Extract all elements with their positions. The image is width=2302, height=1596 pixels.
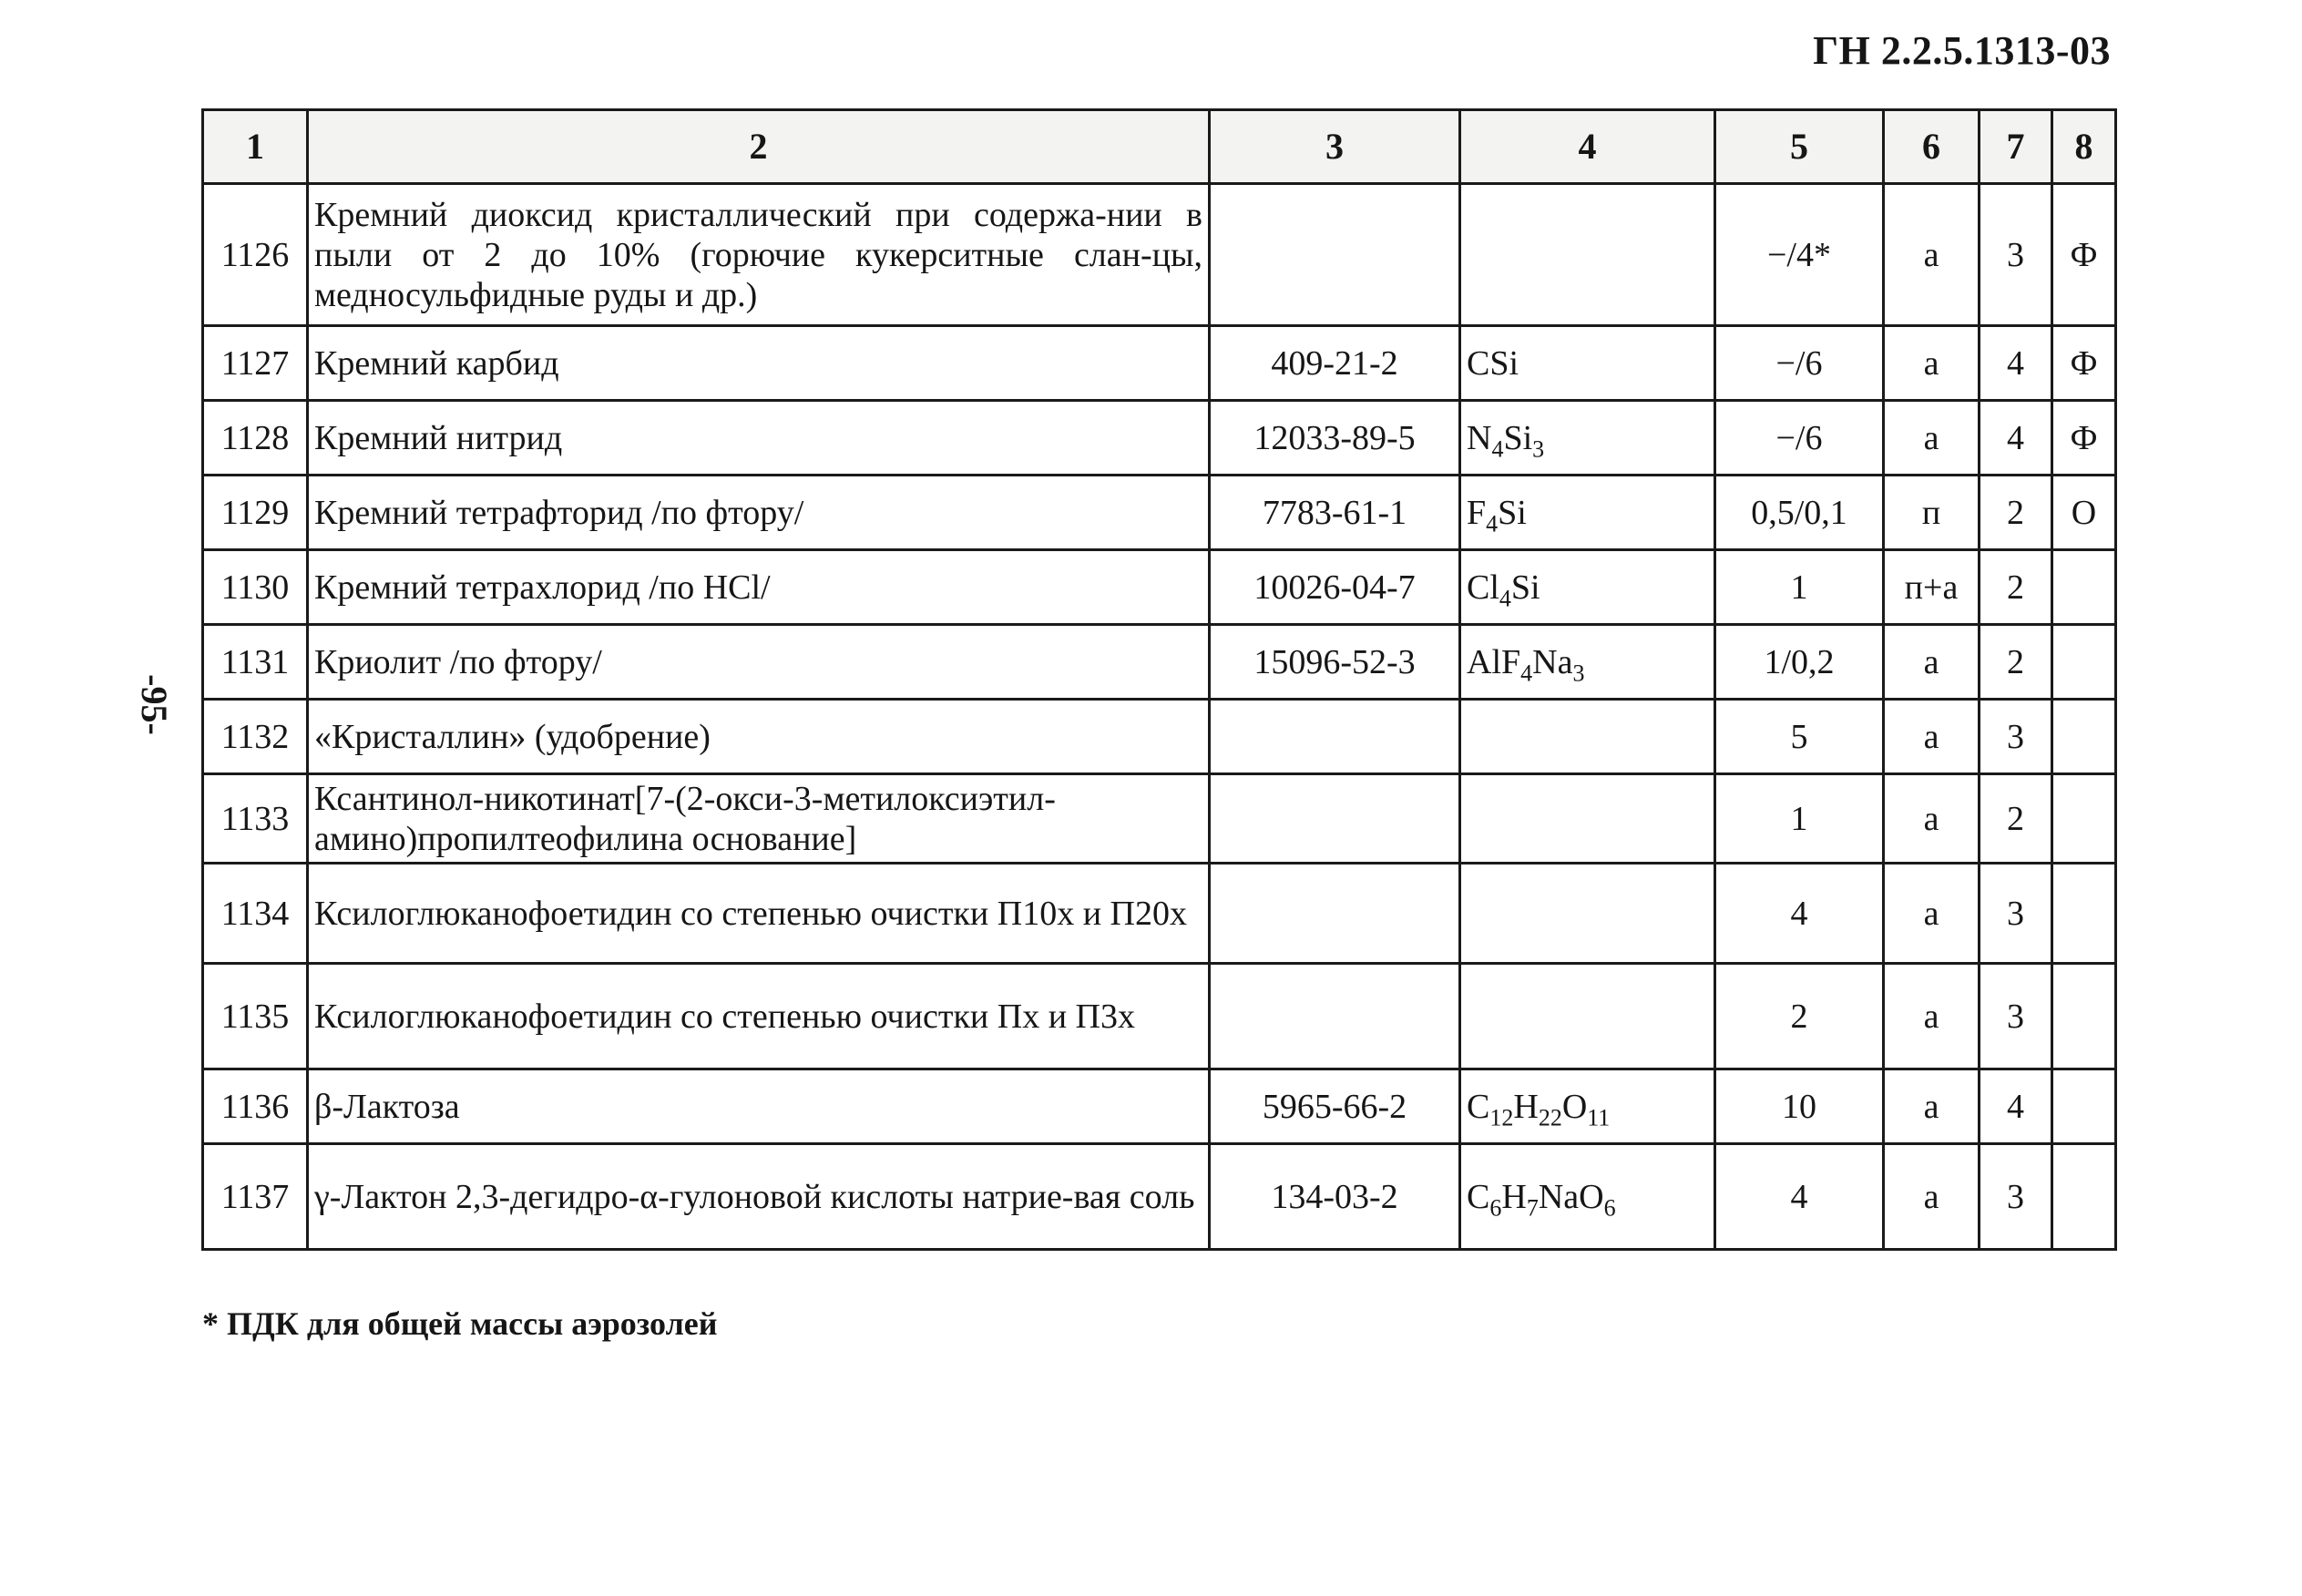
row-number: 1127 (203, 326, 308, 401)
action-feature (2052, 550, 2116, 625)
footnote: * ПДК для общей массы аэрозолей (202, 1305, 718, 1342)
limit-value: −/4* (1715, 184, 1884, 326)
hazard-class: 4 (1980, 1069, 2052, 1144)
aggregate-state: п+а (1884, 550, 1980, 625)
chemical-formula (1460, 864, 1715, 964)
table-row (203, 550, 2116, 625)
chemical-formula (1460, 700, 1715, 774)
action-feature (2052, 1069, 2116, 1144)
formula-part: Cl (1467, 568, 1499, 607)
table-row (203, 1144, 2116, 1250)
aggregate-state: а (1884, 326, 1980, 401)
chemical-formula (1460, 1069, 1715, 1144)
substance-name: Кремний диоксид кристаллический при содержа-нии в пыли от 2 до 10% (горючие кукерситные слан-цы, медносульфидные руды и др.) (308, 184, 1210, 326)
row-number: 1135 (203, 964, 308, 1069)
limit-value: 1 (1715, 550, 1884, 625)
document-code: ГН 2.2.5.1313-03 (1813, 28, 2111, 73)
aggregate-state: а (1884, 184, 1980, 326)
limit-value: −/6 (1715, 401, 1884, 476)
formula-subscript: 11 (1587, 1104, 1611, 1131)
substance-name: Криолит /по фтору/ (308, 625, 1210, 700)
hazard-class: 4 (1980, 326, 2052, 401)
row-number: 1131 (203, 625, 308, 700)
limit-value: 2 (1715, 964, 1884, 1069)
chemical-formula (1460, 964, 1715, 1069)
formula-part: F (1467, 493, 1487, 532)
table-row (203, 864, 2116, 964)
action-feature: О (2052, 476, 2116, 550)
limit-value: 5 (1715, 700, 1884, 774)
formula-subscript: 6 (1603, 1194, 1616, 1222)
formula-part: C (1467, 1177, 1490, 1216)
table-row (203, 964, 2116, 1069)
aggregate-state: а (1884, 964, 1980, 1069)
hazard-class: 2 (1980, 476, 2052, 550)
hazard-class: 2 (1980, 774, 2052, 864)
formula-part: Si (1498, 493, 1527, 532)
column-header: 3 (1210, 110, 1460, 184)
cas-number: 134-03-2 (1210, 1144, 1460, 1250)
aggregate-state: п (1884, 476, 1980, 550)
cas-number: 7783-61-1 (1210, 476, 1460, 550)
chemical-formula (1460, 326, 1715, 401)
cas-number: 12033-89-5 (1210, 401, 1460, 476)
table-row (203, 774, 2116, 864)
formula-part: AlF (1467, 642, 1521, 681)
row-number: 1126 (203, 184, 308, 326)
formula-part: C (1467, 1087, 1490, 1126)
row-number: 1134 (203, 864, 308, 964)
substance-name: Ксилоглюканофоетидин со степенью очистки П10х и П20х (308, 864, 1210, 964)
chemical-formula (1460, 1144, 1715, 1250)
aggregate-state: а (1884, 1069, 1980, 1144)
substance-name: «Кристаллин» (удобрение) (308, 700, 1210, 774)
table-row (203, 476, 2116, 550)
cas-number: 409-21-2 (1210, 326, 1460, 401)
table-row (203, 700, 2116, 774)
action-feature (2052, 774, 2116, 864)
limit-value: −/6 (1715, 326, 1884, 401)
limit-value: 10 (1715, 1069, 1884, 1144)
chemical-formula (1460, 401, 1715, 476)
action-feature: Ф (2052, 326, 2116, 401)
hazard-class: 3 (1980, 964, 2052, 1069)
formula-subscript: 6 (1489, 1194, 1502, 1222)
aggregate-state: а (1884, 864, 1980, 964)
formula-subscript: 22 (1538, 1104, 1562, 1131)
cas-number (1210, 184, 1460, 326)
hazard-class: 4 (1980, 401, 2052, 476)
formula-subscript: 3 (1532, 435, 1545, 463)
table-row (203, 184, 2116, 326)
chemical-formula (1460, 184, 1715, 326)
row-number: 1137 (203, 1144, 308, 1250)
substance-name: Кремний нитрид (308, 401, 1210, 476)
limit-value: 0,5/0,1 (1715, 476, 1884, 550)
cas-number: 10026-04-7 (1210, 550, 1460, 625)
action-feature (2052, 700, 2116, 774)
row-number: 1130 (203, 550, 308, 625)
table-body (203, 184, 2116, 1250)
column-header: 8 (2052, 110, 2116, 184)
formula-subscript: 4 (1499, 585, 1511, 612)
formula-subscript: 4 (1491, 435, 1504, 463)
limit-value: 1/0,2 (1715, 625, 1884, 700)
table-row (203, 625, 2116, 700)
substance-name: Кремний карбид (308, 326, 1210, 401)
hazard-class: 3 (1980, 864, 2052, 964)
substance-name: Кремний тетрафторид /по фтору/ (308, 476, 1210, 550)
aggregate-state: а (1884, 401, 1980, 476)
aggregate-state: а (1884, 625, 1980, 700)
hazard-class: 3 (1980, 1144, 2052, 1250)
table-row (203, 401, 2116, 476)
formula-subscript: 4 (1486, 510, 1499, 537)
chemical-formula (1460, 774, 1715, 864)
formula-subscript: 12 (1489, 1104, 1514, 1131)
formula-part: NaO (1538, 1177, 1604, 1216)
formula-part: CSi (1467, 343, 1519, 383)
chemical-formula (1460, 625, 1715, 700)
action-feature (2052, 1144, 2116, 1250)
table-row (203, 326, 2116, 401)
cas-number: 15096-52-3 (1210, 625, 1460, 700)
column-header: 4 (1460, 110, 1715, 184)
cas-number (1210, 774, 1460, 864)
chemical-formula (1460, 550, 1715, 625)
limit-value: 1 (1715, 774, 1884, 864)
hazard-class: 3 (1980, 700, 2052, 774)
substance-name: Ксантинол-никотинат[7-(2-окси-3-метилоксиэтил-амино)пропилтеофилина основание] (308, 774, 1210, 864)
column-header: 1 (203, 110, 308, 184)
column-header: 5 (1715, 110, 1884, 184)
formula-part: H (1513, 1087, 1539, 1126)
substance-name: γ-Лактон 2,3-дегидро-α-гулоновой кислоты натрие-вая соль (308, 1144, 1210, 1250)
cas-number (1210, 964, 1460, 1069)
formula-part: Si (1510, 568, 1540, 607)
cas-number (1210, 700, 1460, 774)
formula-subscript: 7 (1526, 1194, 1539, 1222)
formula-part: H (1501, 1177, 1527, 1216)
cas-number (1210, 864, 1460, 964)
cas-number: 5965-66-2 (1210, 1069, 1460, 1144)
formula-subscript: 4 (1520, 660, 1533, 687)
row-number: 1129 (203, 476, 308, 550)
limit-value: 4 (1715, 1144, 1884, 1250)
chemical-formula (1460, 476, 1715, 550)
row-number: 1132 (203, 700, 308, 774)
substance-name: Кремний тетрахлорид /по HCl/ (308, 550, 1210, 625)
column-header: 2 (308, 110, 1210, 184)
limit-value: 4 (1715, 864, 1884, 964)
row-number: 1128 (203, 401, 308, 476)
aggregate-state: а (1884, 774, 1980, 864)
formula-part: N (1467, 418, 1492, 457)
hazard-class: 2 (1980, 550, 2052, 625)
formula-part: Na (1532, 642, 1573, 681)
hazard-class: 3 (1980, 184, 2052, 326)
table-row (203, 1069, 2116, 1144)
aggregate-state: а (1884, 700, 1980, 774)
substance-name: β-Лактоза (308, 1069, 1210, 1144)
formula-part: Si (1503, 418, 1533, 457)
column-header: 7 (1980, 110, 2052, 184)
action-feature: Ф (2052, 401, 2116, 476)
formula-part: O (1561, 1087, 1588, 1126)
row-number: 1136 (203, 1069, 308, 1144)
column-header: 6 (1884, 110, 1980, 184)
substances-table (201, 108, 2117, 1251)
formula-subscript: 3 (1572, 660, 1585, 687)
row-number: 1133 (203, 774, 308, 864)
aggregate-state: а (1884, 1144, 1980, 1250)
action-feature (2052, 964, 2116, 1069)
page-number: -95- (133, 674, 175, 735)
substance-name: Ксилоглюканофоетидин со степенью очистки Пх и П3х (308, 964, 1210, 1069)
action-feature (2052, 625, 2116, 700)
hazard-class: 2 (1980, 625, 2052, 700)
table-header-row (203, 110, 2116, 184)
action-feature (2052, 864, 2116, 964)
action-feature: Ф (2052, 184, 2116, 326)
